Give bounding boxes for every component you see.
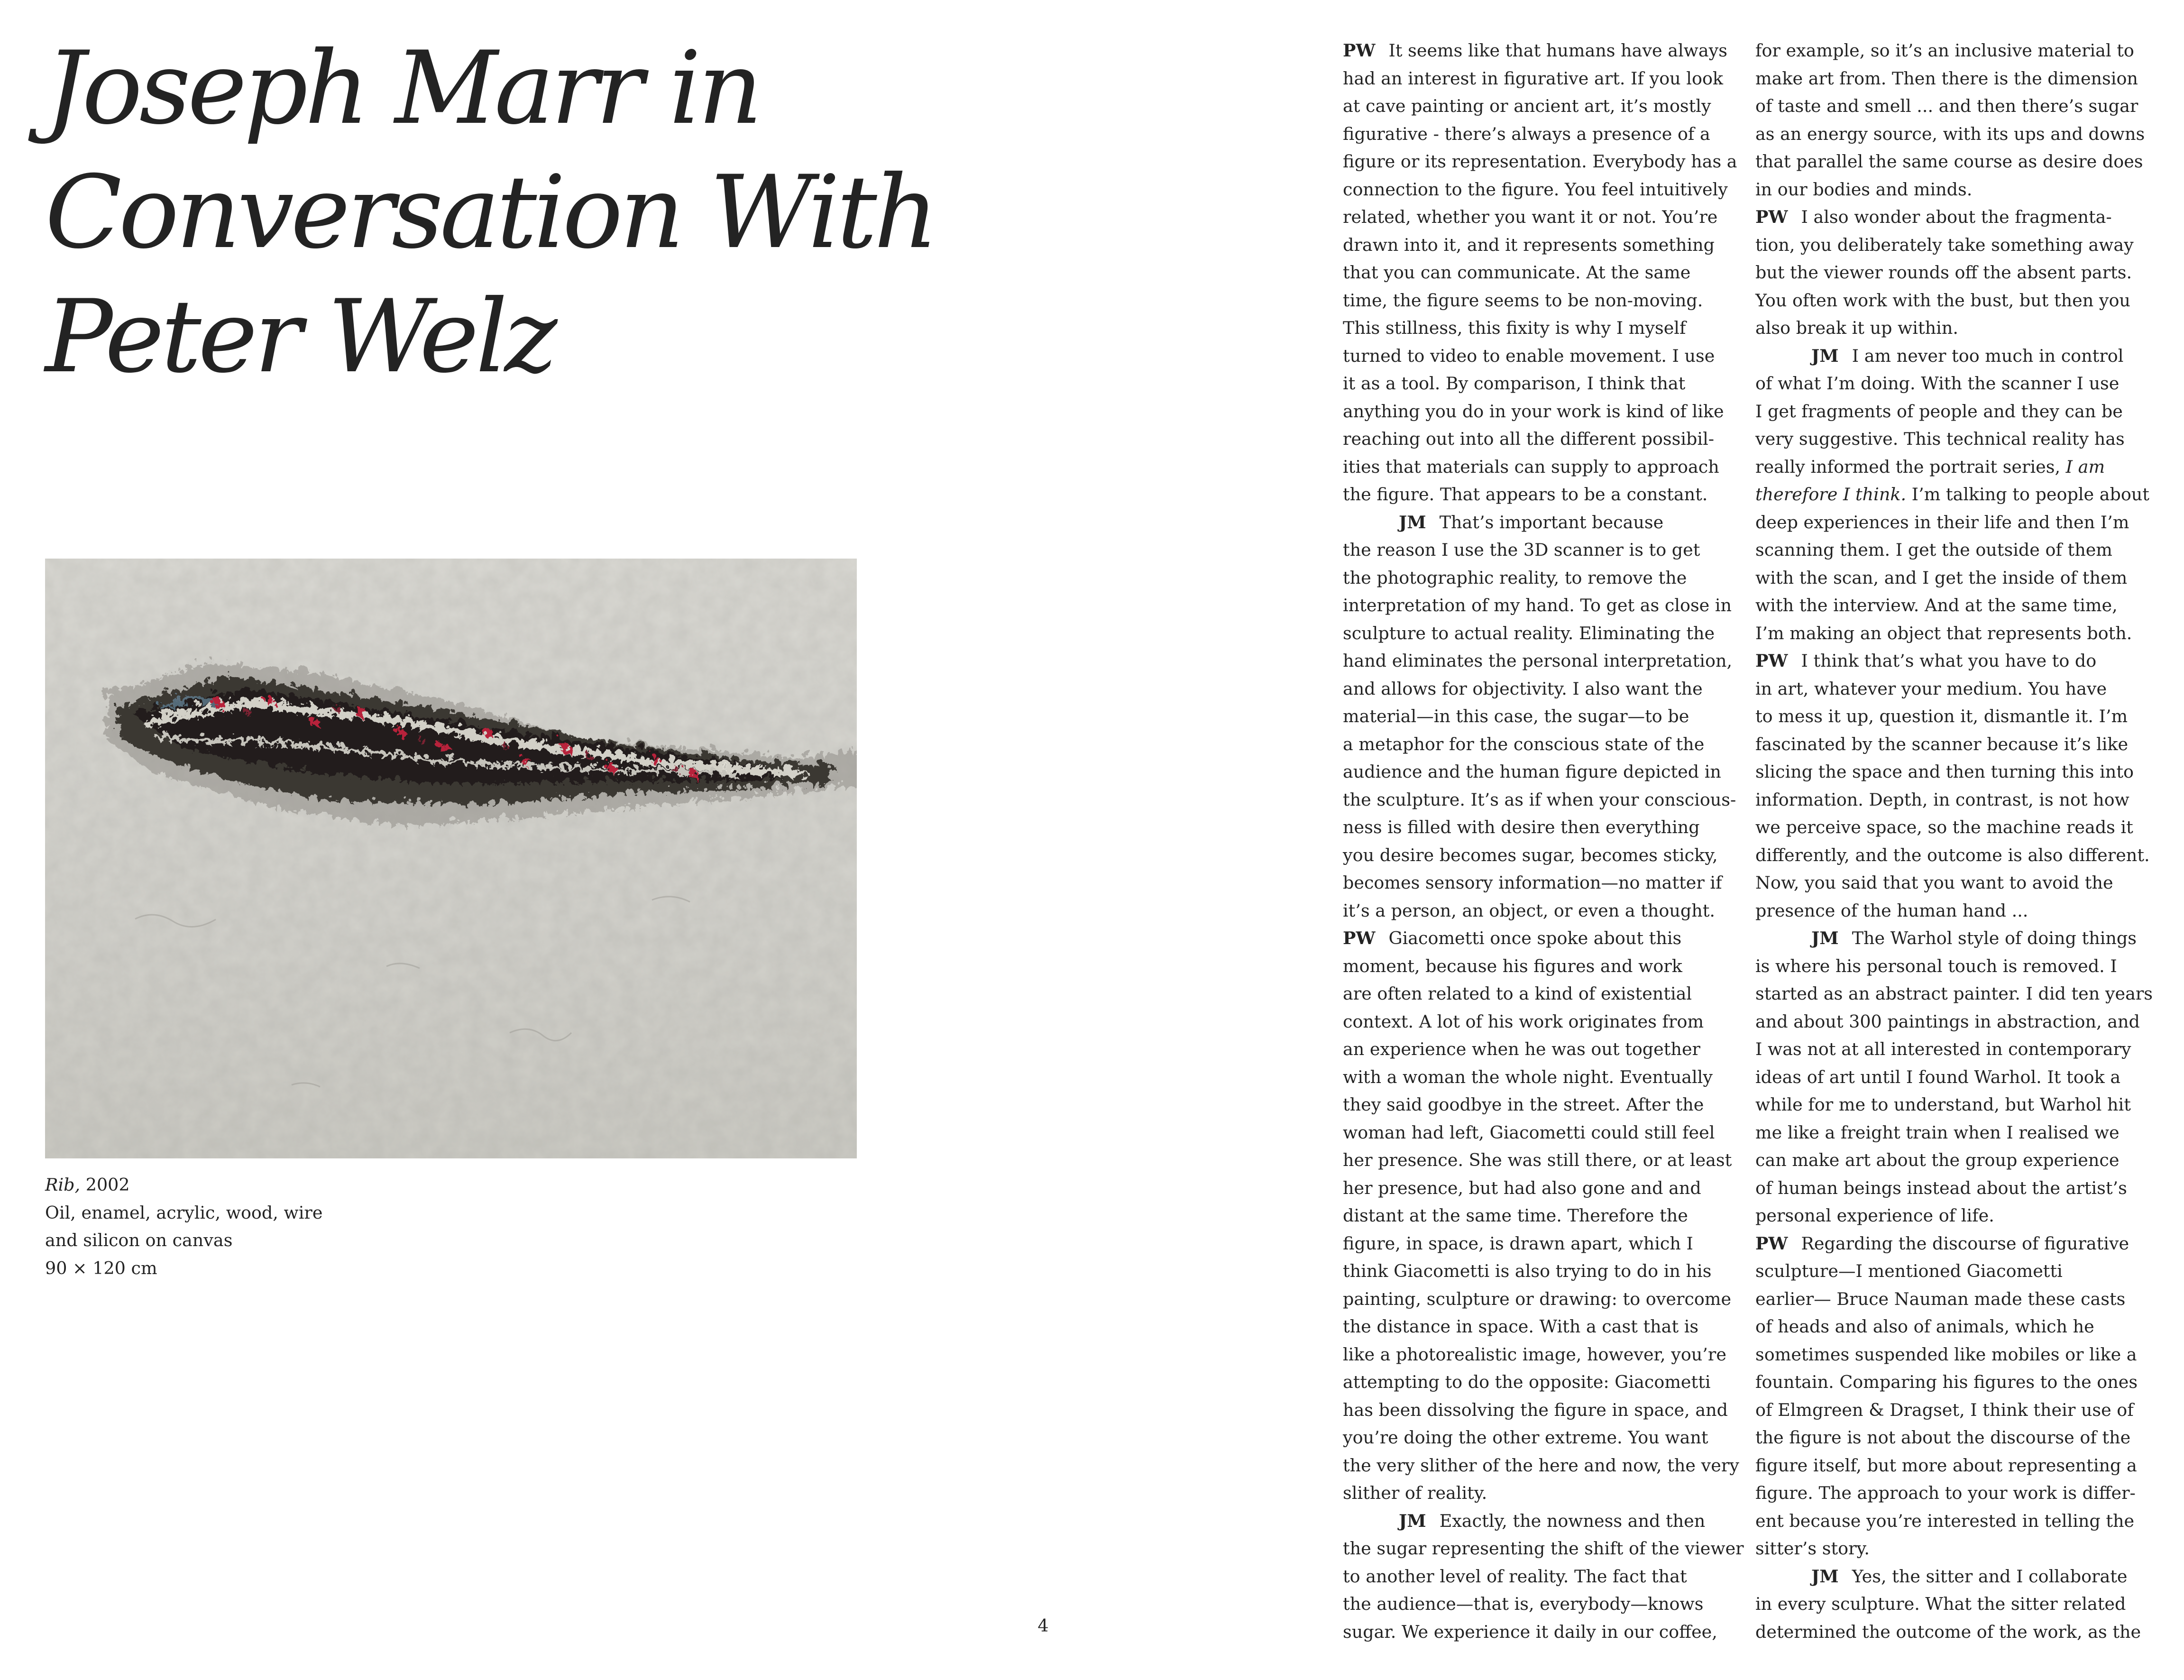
text-line: really informed the portrait series, I am (1755, 456, 2105, 477)
text-line: PW I think that’s what you have to do (1755, 651, 2097, 671)
text-line: This stillness, this fixity is why I myself (1343, 318, 1686, 338)
text-line: anything you do in your work is kind of like (1343, 401, 1724, 422)
text-line: also break it up within. (1755, 318, 1958, 338)
text-line: JM Yes, the sitter and I collaborate (1811, 1566, 2128, 1587)
text-line: the figure. That appears to be a constant. (1343, 484, 1708, 505)
text-line: ness is filled with desire then everything (1343, 817, 1700, 837)
text-line: figure. The approach to your work is differ- (1755, 1483, 2136, 1503)
text-line: the sugar representing the shift of the viewer (1343, 1538, 1744, 1559)
text-line: with a woman the whole night. Eventually (1343, 1066, 1713, 1087)
text-line: time, the figure seems to be non-moving. (1343, 290, 1703, 311)
text-line: in every sculpture. What the sitter related (1755, 1594, 2126, 1614)
text-line: You often work with the bust, but then you (1755, 290, 2130, 311)
text-line: JM I am never too much in control (1811, 345, 2124, 366)
text-line: very suggestive. This technical reality has (1755, 429, 2125, 449)
text-line: we perceive space, so the machine reads it (1755, 817, 2133, 837)
text-line: her presence, but had also gone and and (1343, 1177, 1701, 1198)
text-line: to mess it up, question it, dismantle it. I’m (1755, 706, 2128, 726)
text-line: an experience when he was out together (1343, 1039, 1700, 1059)
text-line: of Elmgreen & Dragset, I think their use of (1755, 1399, 2134, 1420)
text-line: determined the outcome of the work, as the (1755, 1621, 2141, 1642)
text-line: you desire becomes sugar, becomes sticky, (1343, 845, 1718, 865)
text-line: are often related to a kind of existential (1343, 983, 1692, 1004)
text-line: of taste and smell ... and then there’s sugar (1755, 96, 2138, 116)
speaker-label: JM (1399, 1510, 1426, 1531)
text-line: PW I also wonder about the fragmenta- (1755, 207, 2112, 227)
speaker-label: PW (1755, 651, 1788, 671)
text-line: therefore I think. I’m talking to people about (1755, 484, 2149, 505)
text-line: Now, you said that you want to avoid the (1755, 872, 2113, 893)
text-line: it as a tool. By comparison, I think that (1343, 373, 1686, 394)
text-line: her presence. She was still there, or at least (1343, 1150, 1732, 1170)
text-line: the reason I use the 3D scanner is to get (1343, 540, 1700, 560)
text-line: to another level of reality. The fact that (1343, 1566, 1687, 1587)
article-title (45, 26, 1041, 399)
text-line: related, whether you want it or not. You’re (1343, 207, 1718, 227)
title-line: Peter Welz (45, 278, 554, 395)
speaker-label: JM (1811, 928, 1839, 948)
text-line: think Giacometti is also trying to do in his (1343, 1261, 1712, 1281)
text-line: of heads and also of animals, which he (1755, 1316, 2094, 1337)
text-line: interpretation of my hand. To get as close in (1343, 595, 1732, 615)
text-line: the audience—that is, everybody—knows (1343, 1594, 1704, 1614)
series-title: therefore I think. (1755, 484, 1907, 505)
text-line: PW It seems like that humans have always (1343, 40, 1727, 61)
text-line: of what I’m doing. With the scanner I use (1755, 373, 2120, 394)
speaker-label: PW (1755, 1233, 1788, 1254)
text-line: the distance in space. With a cast that is (1343, 1316, 1699, 1337)
text-line: distant at the same time. Therefore the (1343, 1205, 1688, 1226)
text-line: as an energy source, with its ups and downs (1755, 123, 2145, 144)
text-line: JM That’s important because (1399, 512, 1664, 532)
text-line: for example, so it’s an inclusive material to (1755, 40, 2134, 61)
text-line: can make art about the group experience (1755, 1150, 2120, 1170)
text-line: sometimes suspended like mobiles or like a (1755, 1344, 2137, 1365)
text-column-left (1343, 37, 1753, 1646)
text-line: JM Exactly, the nowness and then (1399, 1510, 1706, 1531)
artwork-medium: and silicon on canvas (45, 1230, 233, 1250)
text-line: I’m making an object that represents both. (1755, 623, 2132, 643)
text-line: ideas of art until I found Warhol. It took a (1755, 1066, 2121, 1087)
text-line: hand eliminates the personal interpretation, (1343, 651, 1733, 671)
text-column-right (1755, 37, 2166, 1646)
text-line: a metaphor for the conscious state of the (1343, 734, 1705, 754)
text-line: reaching out into all the different possibil- (1343, 429, 1715, 449)
text-line: has been dissolving the figure in space, and (1343, 1399, 1728, 1420)
text-line: in our bodies and minds. (1755, 179, 1973, 200)
text-line: attempting to do the opposite: Giacometti (1343, 1372, 1711, 1392)
text-line: make art from. Then there is the dimension (1755, 68, 2138, 89)
text-line: moment, because his figures and work (1343, 955, 1682, 976)
text-line: ities that materials can supply to approach (1343, 456, 1719, 477)
text-line: painting, sculpture or drawing: to overcome (1343, 1288, 1732, 1309)
text-line: slither of reality. (1343, 1483, 1487, 1503)
text-line: drawn into it, and it represents something (1343, 234, 1715, 255)
text-line: information. Depth, in contrast, is not how (1755, 789, 2129, 810)
text-line: sugar. We experience it daily in our coffee, (1343, 1621, 1717, 1642)
text-line: in art, whatever your medium. You have (1755, 678, 2107, 699)
text-line: deep experiences in their life and then I’m (1755, 512, 2129, 532)
text-line: earlier— Bruce Nauman made these casts (1755, 1288, 2126, 1309)
text-line: the very slither of the here and now, the very (1343, 1455, 1739, 1476)
text-line: with the scan, and I get the inside of them (1755, 567, 2128, 588)
text-line: while for me to understand, but Warhol hit (1755, 1094, 2131, 1115)
text-line: context. A lot of his work originates from (1343, 1011, 1704, 1032)
painting-image (45, 559, 857, 1158)
text-line: started as an abstract painter. I did ten years (1755, 983, 2153, 1004)
page-number: 4 (1037, 1616, 1049, 1636)
text-line: you’re doing the other extreme. You want (1343, 1427, 1708, 1448)
text-line: personal experience of life. (1755, 1205, 1994, 1226)
text-line: figurative - there’s always a presence of a (1343, 123, 1710, 144)
text-line: ent because you’re interested in telling the (1755, 1510, 2135, 1531)
text-line: becomes sensory information—no matter if (1343, 872, 1722, 893)
text-line: tion, you deliberately take something away (1755, 234, 2134, 255)
text-line: sculpture to actual reality. Eliminating the (1343, 623, 1715, 643)
text-line: and allows for objectivity. I also want the (1343, 678, 1703, 699)
speaker-label: PW (1343, 40, 1376, 61)
series-title: I am (2065, 456, 2105, 477)
text-line: connection to the figure. You feel intuitively (1343, 179, 1728, 200)
text-line: me like a freight train when I realised we (1755, 1122, 2120, 1143)
text-line: scanning them. I get the outside of them (1755, 540, 2112, 560)
text-line: differently, and the outcome is also different. (1755, 845, 2150, 865)
text-line: like a photorealistic image, however, you’re (1343, 1344, 1726, 1365)
text-line: they said goodbye in the street. After the (1343, 1094, 1704, 1115)
text-line: it’s a person, an object, or even a thought. (1343, 900, 1716, 921)
speaker-label: JM (1811, 1566, 1839, 1587)
text-line: but the viewer rounds off the absent parts. (1755, 262, 2132, 283)
speaker-label: PW (1343, 928, 1376, 948)
text-line: the photographic reality, to remove the (1343, 567, 1687, 588)
text-line: of human beings instead about the artist’s (1755, 1177, 2127, 1198)
text-line: at cave painting or ancient art, it’s mostly (1343, 96, 1711, 116)
text-line: the figure is not about the discourse of the (1755, 1427, 2131, 1448)
artwork-title: Rib, (45, 1175, 81, 1195)
artwork-year: 2002 (80, 1175, 130, 1195)
text-line: fascinated by the scanner because it’s like (1755, 734, 2129, 754)
speaker-label: JM (1811, 345, 1839, 366)
text-line: had an interest in figurative art. If you look (1343, 68, 1724, 89)
text-line: that parallel the same course as desire does (1755, 151, 2143, 172)
artwork-dimensions: 90 × 120 cm (45, 1258, 157, 1278)
text-line: PW Regarding the discourse of figurative (1755, 1233, 2129, 1254)
text-line: turned to video to enable movement. I use (1343, 345, 1715, 366)
text-line: figure or its representation. Everybody has a (1343, 151, 1737, 172)
text-line: presence of the human hand ... (1755, 900, 2028, 921)
text-line: fountain. Comparing his figures to the ones (1755, 1372, 2138, 1392)
text-line: the sculpture. It’s as if when your conscious- (1343, 789, 1736, 810)
title-line: Joseph Marr in (45, 29, 760, 147)
title-line: Conversation With (45, 154, 936, 271)
text-line: audience and the human figure depicted in (1343, 762, 1721, 782)
text-line: woman had left, Giacometti could still feel (1343, 1122, 1715, 1143)
text-line: that you can communicate. At the same (1343, 262, 1691, 283)
speaker-label: JM (1399, 512, 1426, 532)
artwork-medium: Oil, enamel, acrylic, wood, wire (45, 1202, 323, 1223)
text-line: sitter’s story. (1755, 1538, 1870, 1559)
text-line: material—in this case, the sugar—to be (1343, 706, 1689, 726)
text-line: PW Giacometti once spoke about this (1343, 928, 1682, 948)
text-line: with the interview. And at the same time, (1755, 595, 2118, 615)
text-line: sculpture—I mentioned Giacometti (1755, 1261, 2063, 1281)
text-line: figure itself, but more about representing a (1755, 1455, 2137, 1476)
text-line: I was not at all interested in contemporary (1755, 1039, 2131, 1059)
text-line: is where his personal touch is removed. I (1755, 955, 2117, 976)
image-caption (45, 1171, 377, 1282)
text-line: I get fragments of people and they can be (1755, 401, 2123, 422)
text-line: slicing the space and then turning this into (1755, 762, 2134, 782)
text-line: figure, in space, is drawn apart, which I (1343, 1233, 1693, 1254)
text-line: and about 300 paintings in abstraction, and (1755, 1011, 2140, 1032)
text-line: JM The Warhol style of doing things (1811, 928, 2137, 948)
speaker-label: PW (1755, 207, 1788, 227)
